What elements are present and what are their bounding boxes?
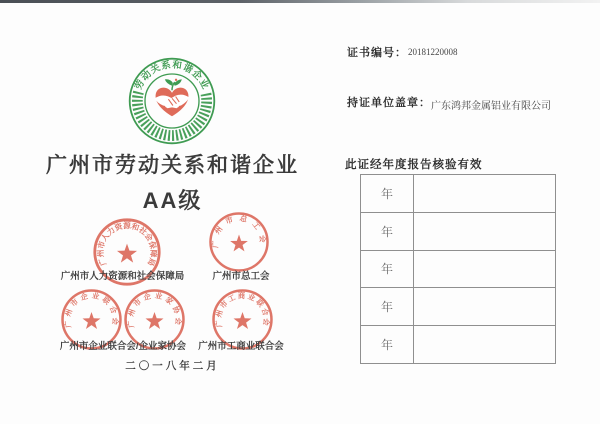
table-row xyxy=(361,251,555,289)
star-icon xyxy=(230,235,248,252)
verification-blank-cell xyxy=(414,326,555,363)
issue-date: 二〇一八年二月 xyxy=(125,360,220,372)
table-row xyxy=(361,175,555,213)
emblem-arc-text: 劳动关系和谐企业 xyxy=(132,59,212,92)
seal-label-enterprise-federation: 广州市企业联合会/企业家协会 xyxy=(59,341,187,352)
scan-edge-line xyxy=(0,0,600,3)
table-row xyxy=(361,326,555,363)
seal-trade-union xyxy=(208,211,270,273)
annual-verification-note: 此证经年度报告核验有效 xyxy=(345,159,483,171)
harmonious-labor-emblem-icon xyxy=(127,56,217,146)
holder-seal-label: 持证单位盖章： xyxy=(347,97,431,109)
seal-trade-union-arc-text: 广州市总工会 xyxy=(210,213,268,249)
cert-number-label: 证书编号： xyxy=(347,47,407,59)
seal-label-hrss: 广州市人力资源和社会保障局 xyxy=(60,271,185,282)
star-icon xyxy=(145,312,163,329)
seal-entrepreneur-association-arc-text: 广州市企业家协会 xyxy=(125,290,184,329)
year-cell: 年 xyxy=(361,326,414,363)
certificate-grade: AA级 xyxy=(142,188,203,213)
verification-blank-cell xyxy=(414,288,555,325)
cert-number-value: 20181220008 xyxy=(408,47,458,57)
annual-verification-table xyxy=(360,174,556,364)
year-cell: 年 xyxy=(361,251,414,288)
year-cell: 年 xyxy=(361,288,414,325)
verification-blank-cell xyxy=(414,251,555,288)
holder-company-name: 广东鸿邦金属铝业有限公司 xyxy=(431,101,551,112)
seal-enterprise-federation-arc-text: 广州市企业联合会 xyxy=(62,290,121,329)
star-icon xyxy=(233,312,251,329)
certificate-title: 广州市劳动关系和谐企业 xyxy=(46,154,299,177)
star-icon xyxy=(117,244,137,263)
seal-industry-commerce-arc-text: 广州市工商业联合会 xyxy=(213,291,272,328)
table-row xyxy=(361,213,555,251)
seal-hrss-arc-text: 广州市人力资源和社会保障局 xyxy=(96,221,158,268)
seal-label-industry-commerce: 广州市工商业联合会 xyxy=(198,341,284,352)
verification-blank-cell xyxy=(414,213,555,250)
star-icon xyxy=(82,312,100,329)
year-cell: 年 xyxy=(361,213,414,250)
verification-blank-cell xyxy=(414,175,555,212)
year-cell: 年 xyxy=(361,175,414,212)
table-row xyxy=(361,288,555,326)
seal-label-trade-union: 广州市总工会 xyxy=(212,271,270,282)
